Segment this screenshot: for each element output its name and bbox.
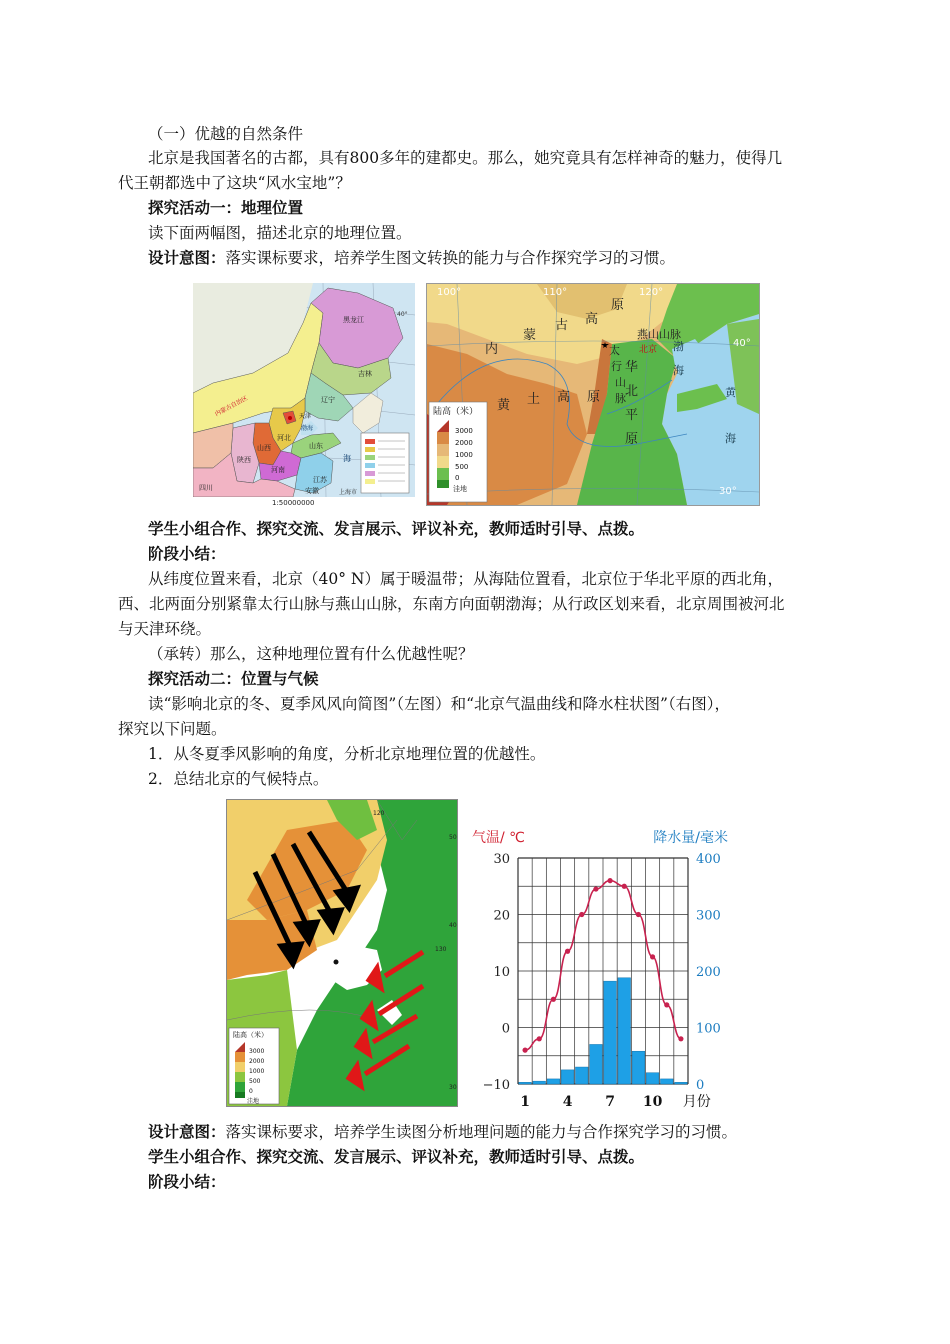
temperature-point [650, 954, 655, 959]
admin-map [193, 283, 415, 497]
label-yuan3: 原 [625, 432, 639, 447]
map-scale: 1:50000000 [272, 499, 315, 507]
temperature-point [522, 1048, 527, 1053]
label-shandong: 山东 [309, 442, 323, 450]
label-shaanxi: 陕西 [237, 456, 251, 464]
lat-40: 40° [733, 338, 751, 349]
temp-tick-label: 10 [493, 965, 510, 980]
summary-line2: 西、北两面分别紧靠太行山脉与燕山山脉，东南方向面朝渤海；从行政区划来看，北京周围被河北 [118, 595, 785, 613]
topo-map [426, 283, 760, 506]
monsoon-legend-500: 500 [249, 1078, 261, 1085]
activity1-instruction: 读下面两幅图，描述北京的地理位置。 [148, 224, 412, 242]
monsoon-legend-2000: 2000 [249, 1058, 265, 1065]
label-bo: 渤 [673, 340, 684, 353]
activity1-design-intent [148, 246, 675, 270]
legend-1000: 1000 [455, 451, 473, 459]
x-unit-label: 月份 [682, 1094, 711, 1110]
design-intent-label: 设计意图： [148, 248, 226, 267]
monsoon-legend-0: 0 [249, 1088, 253, 1095]
label-bei: 北 [625, 384, 639, 399]
label-shanxi: 山西 [257, 444, 271, 452]
precip-bar [675, 1082, 688, 1084]
temp-tick-label: 30 [493, 852, 510, 867]
activity2-design-intent [148, 1120, 737, 1144]
label-sea: 海 [343, 454, 351, 463]
precip-bar [660, 1079, 673, 1084]
legend-title: 陆高（米） [433, 407, 479, 417]
legend-lowland: 洼地 [453, 485, 467, 493]
temperature-point [622, 884, 627, 889]
legend-0: 0 [455, 474, 460, 482]
temperature-point [551, 997, 556, 1002]
precip-bar [632, 1051, 645, 1084]
precip-bar [590, 1044, 603, 1084]
label-gu: 古 [555, 318, 569, 333]
precip-axis-title: 降水量/毫米 [653, 830, 728, 846]
precip-bar [561, 1070, 574, 1084]
label-hua: 华 [625, 360, 639, 375]
label-tu: 土 [527, 392, 541, 407]
summary-line3: 与天津环绕。 [118, 620, 212, 638]
temperature-point [636, 912, 641, 917]
temperature-point [607, 878, 612, 883]
label-yuan2: 原 [587, 390, 601, 405]
lon-100: 100° [437, 287, 462, 298]
label-jiangsu: 江苏 [313, 476, 327, 484]
label-tai: 太 [609, 344, 620, 357]
legend-2000: 2000 [455, 439, 473, 447]
section-heading: （一）优越的自然条件 [148, 125, 304, 143]
climate-chart [470, 826, 730, 1116]
temp-axis-title: 气温/ ℃ [472, 830, 525, 846]
monsoon-legend-title: 陆高（米） [233, 1031, 268, 1039]
label-jilin: 吉林 [358, 370, 372, 378]
temperature-point [537, 1036, 542, 1041]
label-henan: 河南 [271, 466, 285, 474]
legend-3000: 3000 [455, 427, 473, 435]
monsoon-legend-1000: 1000 [249, 1068, 265, 1075]
precip-bar [646, 1073, 659, 1084]
month-tick-label: 7 [605, 1094, 615, 1110]
label-hai: 海 [673, 364, 684, 377]
summary-label-1: 阶段小结： [148, 544, 226, 563]
label-shan: 山 [615, 376, 626, 389]
label-liaoning: 辽宁 [321, 396, 335, 404]
precip-bar [618, 978, 631, 1084]
label-huanghai-2: 海 [725, 432, 736, 445]
precip-bar [604, 981, 617, 1084]
label-huanghai-1: 黄 [725, 386, 736, 399]
intro-paragraph-line1: 北京是我国著名的古都，具有800多年的建都史。那么，她究竟具有怎样神奇的魅力，使得几 [148, 149, 783, 167]
month-tick-label: 1 [520, 1094, 530, 1110]
temperature-point [593, 886, 598, 891]
label-huang: 黄 [497, 398, 511, 413]
monsoon-lat-40: 40 [449, 922, 457, 929]
precip-tick-label: 0 [696, 1078, 705, 1093]
monsoon-lon-130: 130 [435, 946, 447, 953]
design-intent-label-2: 设计意图： [148, 1122, 226, 1141]
precip-bar [547, 1079, 560, 1084]
legend-500: 500 [455, 463, 469, 471]
temp-tick-label: 20 [493, 908, 510, 924]
label-hang: 行 [611, 360, 622, 373]
month-tick-label: 10 [642, 1094, 663, 1110]
temperature-point [565, 949, 570, 954]
climate-chart-svg [470, 826, 730, 1116]
precip-tick-label: 400 [696, 852, 721, 867]
intro-paragraph-line2: 代王朝都选中了这块“风水宝地”？ [118, 174, 351, 192]
design-intent-text: 落实课标要求，培养学生图文转换的能力与合作探究学习的习惯。 [225, 249, 676, 267]
precip-tick-label: 100 [696, 1021, 721, 1037]
activity1-title: 探究活动一：地理位置 [148, 198, 304, 217]
temperature-point [579, 912, 584, 917]
group-work-2: 学生小组合作、探究交流、发言展示、评议补充，教师适时引导、点拨。 [148, 1147, 645, 1166]
temperature-point [664, 1002, 669, 1007]
temperature-point [678, 1036, 683, 1041]
label-anhui: 安徽 [305, 487, 319, 495]
lon-mark-40: 40° [397, 311, 408, 318]
summary-label-2: 阶段小结： [148, 1172, 226, 1191]
monsoon-lat-30: 30 [449, 1084, 457, 1091]
monsoon-legend-lowland: 洼地 [247, 1098, 260, 1105]
monsoon-lon-120: 120 [373, 810, 385, 817]
label-tianjin: 天津 [299, 413, 312, 420]
label-gao2: 高 [557, 390, 571, 405]
activity2-instruction-line1: 读“影响北京的冬、夏季风风向简图”（左图）和“北京气温曲线和降水柱状图”（右图）， [148, 695, 730, 713]
label-heilongjiang: 黑龙江 [343, 316, 364, 324]
label-inner-mongolia: 内蒙古自治区 [213, 394, 250, 418]
label-hebei: 河北 [277, 434, 291, 442]
label-gao: 高 [585, 312, 599, 327]
label-shanghai: 上海市 [339, 489, 358, 496]
temp-tick-label: −10 [482, 1078, 510, 1093]
precip-tick-label: 300 [696, 908, 721, 924]
activity2-instruction-line2: 探究以下问题。 [118, 720, 227, 738]
design-intent-text-2: 落实课标要求，培养学生读图分析地理问题的能力与合作探究学习的习惯。 [225, 1123, 738, 1141]
label-beijing: 北京 [639, 345, 658, 355]
label-nei: 内 [485, 342, 499, 357]
activity2-title: 探究活动二：位置与气候 [148, 669, 319, 688]
monsoon-map [226, 799, 458, 1107]
precip-bar [519, 1082, 532, 1084]
label-mai: 脉 [615, 392, 626, 405]
lon-120: 120° [639, 287, 664, 298]
monsoon-legend-3000: 3000 [249, 1048, 265, 1055]
precip-bar [575, 1067, 588, 1084]
label-bohai: 渤海 [301, 425, 314, 432]
precip-bar [533, 1081, 546, 1084]
lon-110: 110° [543, 287, 568, 298]
label-yuan: 原 [611, 298, 625, 313]
label-ping: 平 [625, 408, 639, 423]
monsoon-lat-50: 50 [449, 834, 457, 841]
transition-text: （承转）那么，这种地理位置有什么优越性呢？ [148, 645, 474, 663]
month-tick-label: 4 [562, 1094, 573, 1110]
summary-line1: 从纬度位置来看，北京（40° N）属于暖温带；从海陆位置看，北京位于华北平原的西北角， [148, 570, 783, 588]
label-sichuan: 四川 [199, 484, 213, 492]
lat-30: 30° [719, 486, 737, 497]
question-2: 2．总结北京的气候特点。 [148, 770, 329, 788]
precip-tick-label: 200 [696, 965, 721, 980]
label-meng: 蒙 [523, 328, 537, 343]
temp-tick-label: 0 [501, 1021, 510, 1037]
label-yanshan: 燕山山脉 [637, 328, 681, 341]
question-1: 1．从冬夏季风影响的角度，分析北京地理位置的优越性。 [148, 745, 546, 763]
group-work-1: 学生小组合作、探究交流、发言展示、评议补充，教师适时引导、点拨。 [148, 519, 645, 538]
